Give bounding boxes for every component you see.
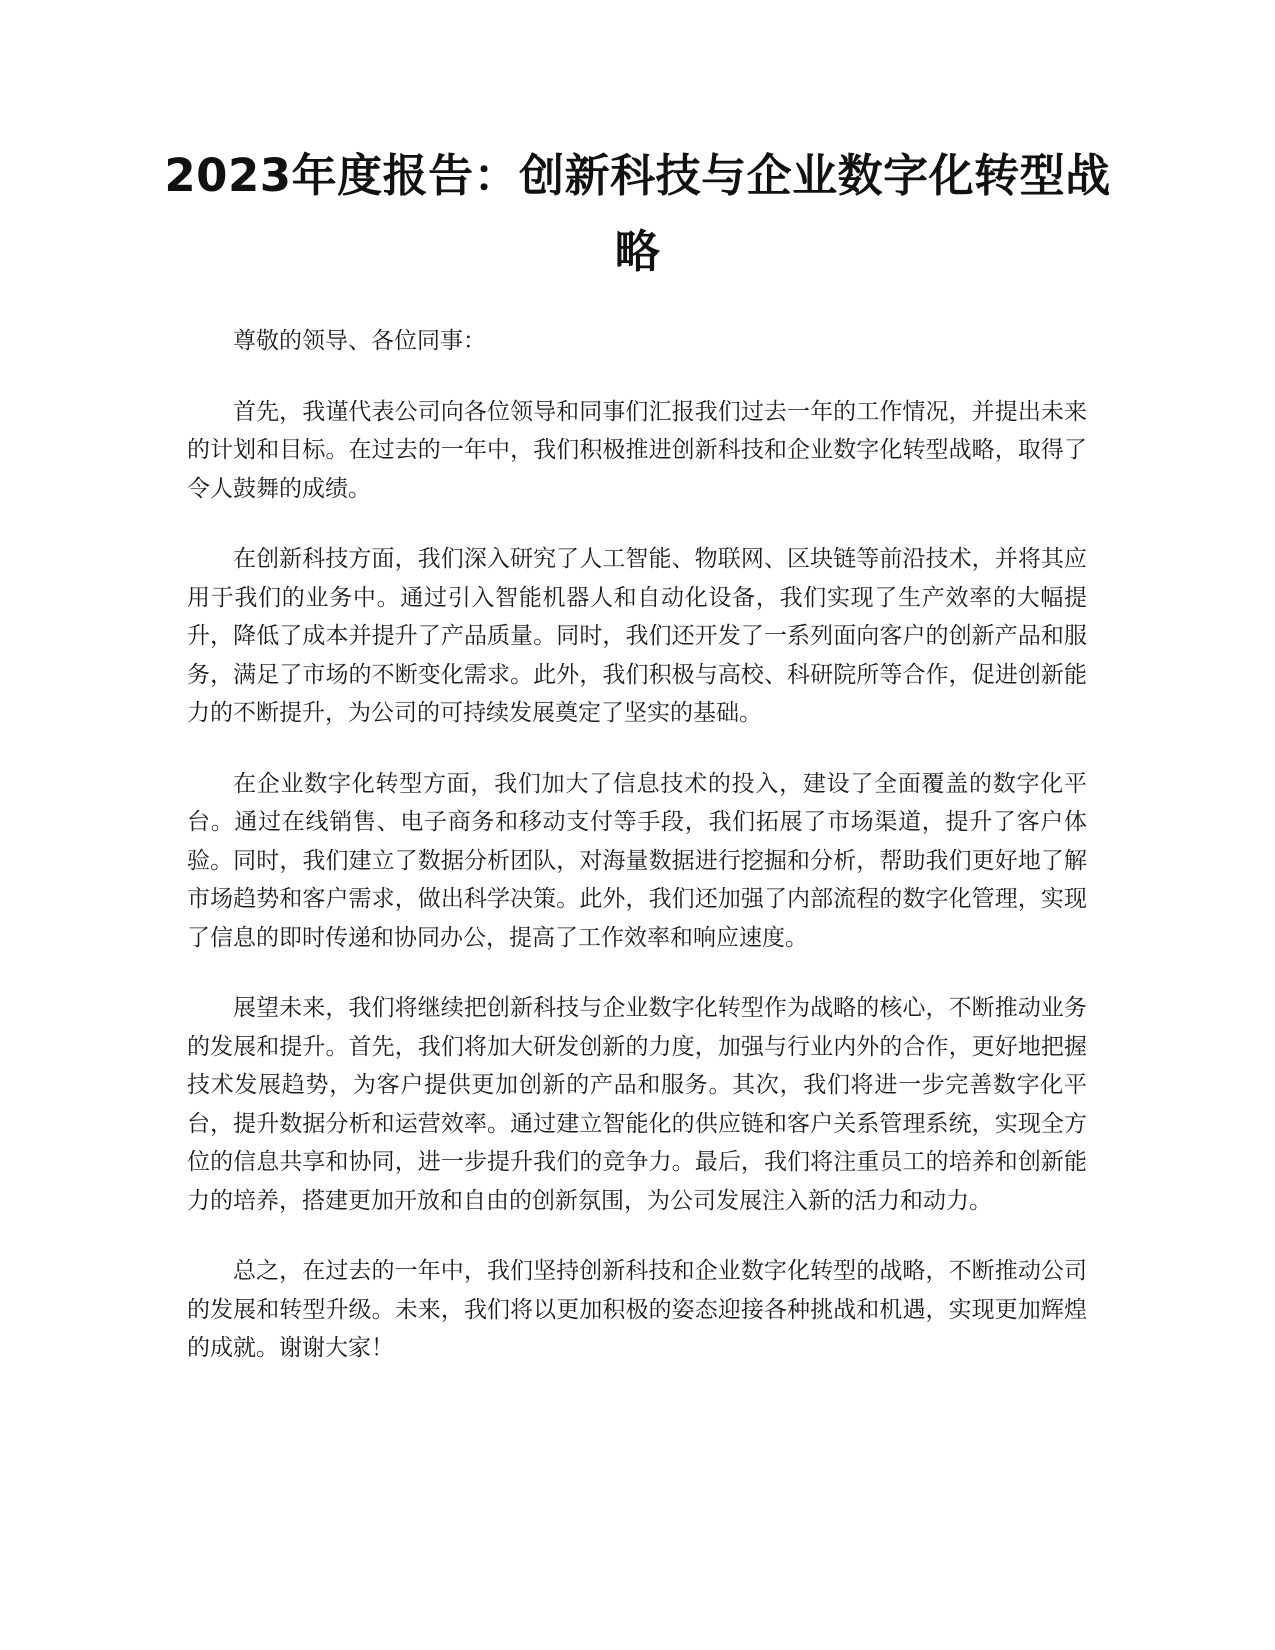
innovation-paragraph: 在创新科技方面，我们深入研究了人工智能、物联网、区块链等前沿技术，并将其应用于我们的业务中。通过引入智能机器人和自动化设备，我们实现了生产效率的大幅提升，降低了成本并提升了产品质量。同时，我们还开发了一系列面向客户的创新产品和服务，满足了市场的不断变化需求。此外，我们积极与高校、科研院所等合作，促进创新能力的不断提升，为公司的可持续发展奠定了坚实的基础。 [187,546,1087,726]
document-body [187,322,1087,1368]
conclusion-paragraph: 总之，在过去的一年中，我们坚持创新科技和企业数字化转型的战略，不断推动公司的发展和转型升级。未来，我们将以更加积极的姿态迎接各种挑战和机遇，实现更加辉煌的成就。谢谢大家！ [187,1258,1087,1361]
document-title: 2023年度报告：创新科技与企业数字化转型战略 [164,149,1111,278]
intro-paragraph: 首先，我谨代表公司向各位领导和同事们汇报我们过去一年的工作情况，并提出未来的计划和目标。在过去的一年中，我们积极推进创新科技和企业数字化转型战略，取得了令人鼓舞的成绩。 [187,398,1087,502]
digital-transformation-paragraph: 在企业数字化转型方面，我们加大了信息技术的投入，建设了全面覆盖的数字化平台。通过在线销售、电子商务和移动支付等手段，我们拓展了市场渠道，提升了客户体验。同时，我们建立了数据分析团队，对海量数据进行挖掘和分析，帮助我们更好地了解市场趋势和客户需求，做出科学决策。此外，我们还加强了内部流程的数字化管理，实现了信息的即时传递和协同办公，提高了工作效率和响应速度。 [187,770,1087,951]
outlook-paragraph: 展望未来，我们将继续把创新科技与企业数字化转型作为战略的核心，不断推动业务的发展和提升。首先，我们将加大研发创新的力度，加强与行业内外的合作，更好地把握技术发展趋势，为客户提供更加创新的产品和服务。其次，我们将进一步完善数字化平台，提升数据分析和运营效率。通过建立智能化的供应链和客户关系管理系统，实现全方位的信息共享和协同，进一步提升我们的竞争力。最后，我们将注重员工的培养和创新能力的培养，搭建更加开放和自由的创新氛围，为公司发展注入新的活力和动力。 [187,995,1087,1214]
salutation-paragraph: 尊敬的领导、各位同事： [233,328,486,354]
